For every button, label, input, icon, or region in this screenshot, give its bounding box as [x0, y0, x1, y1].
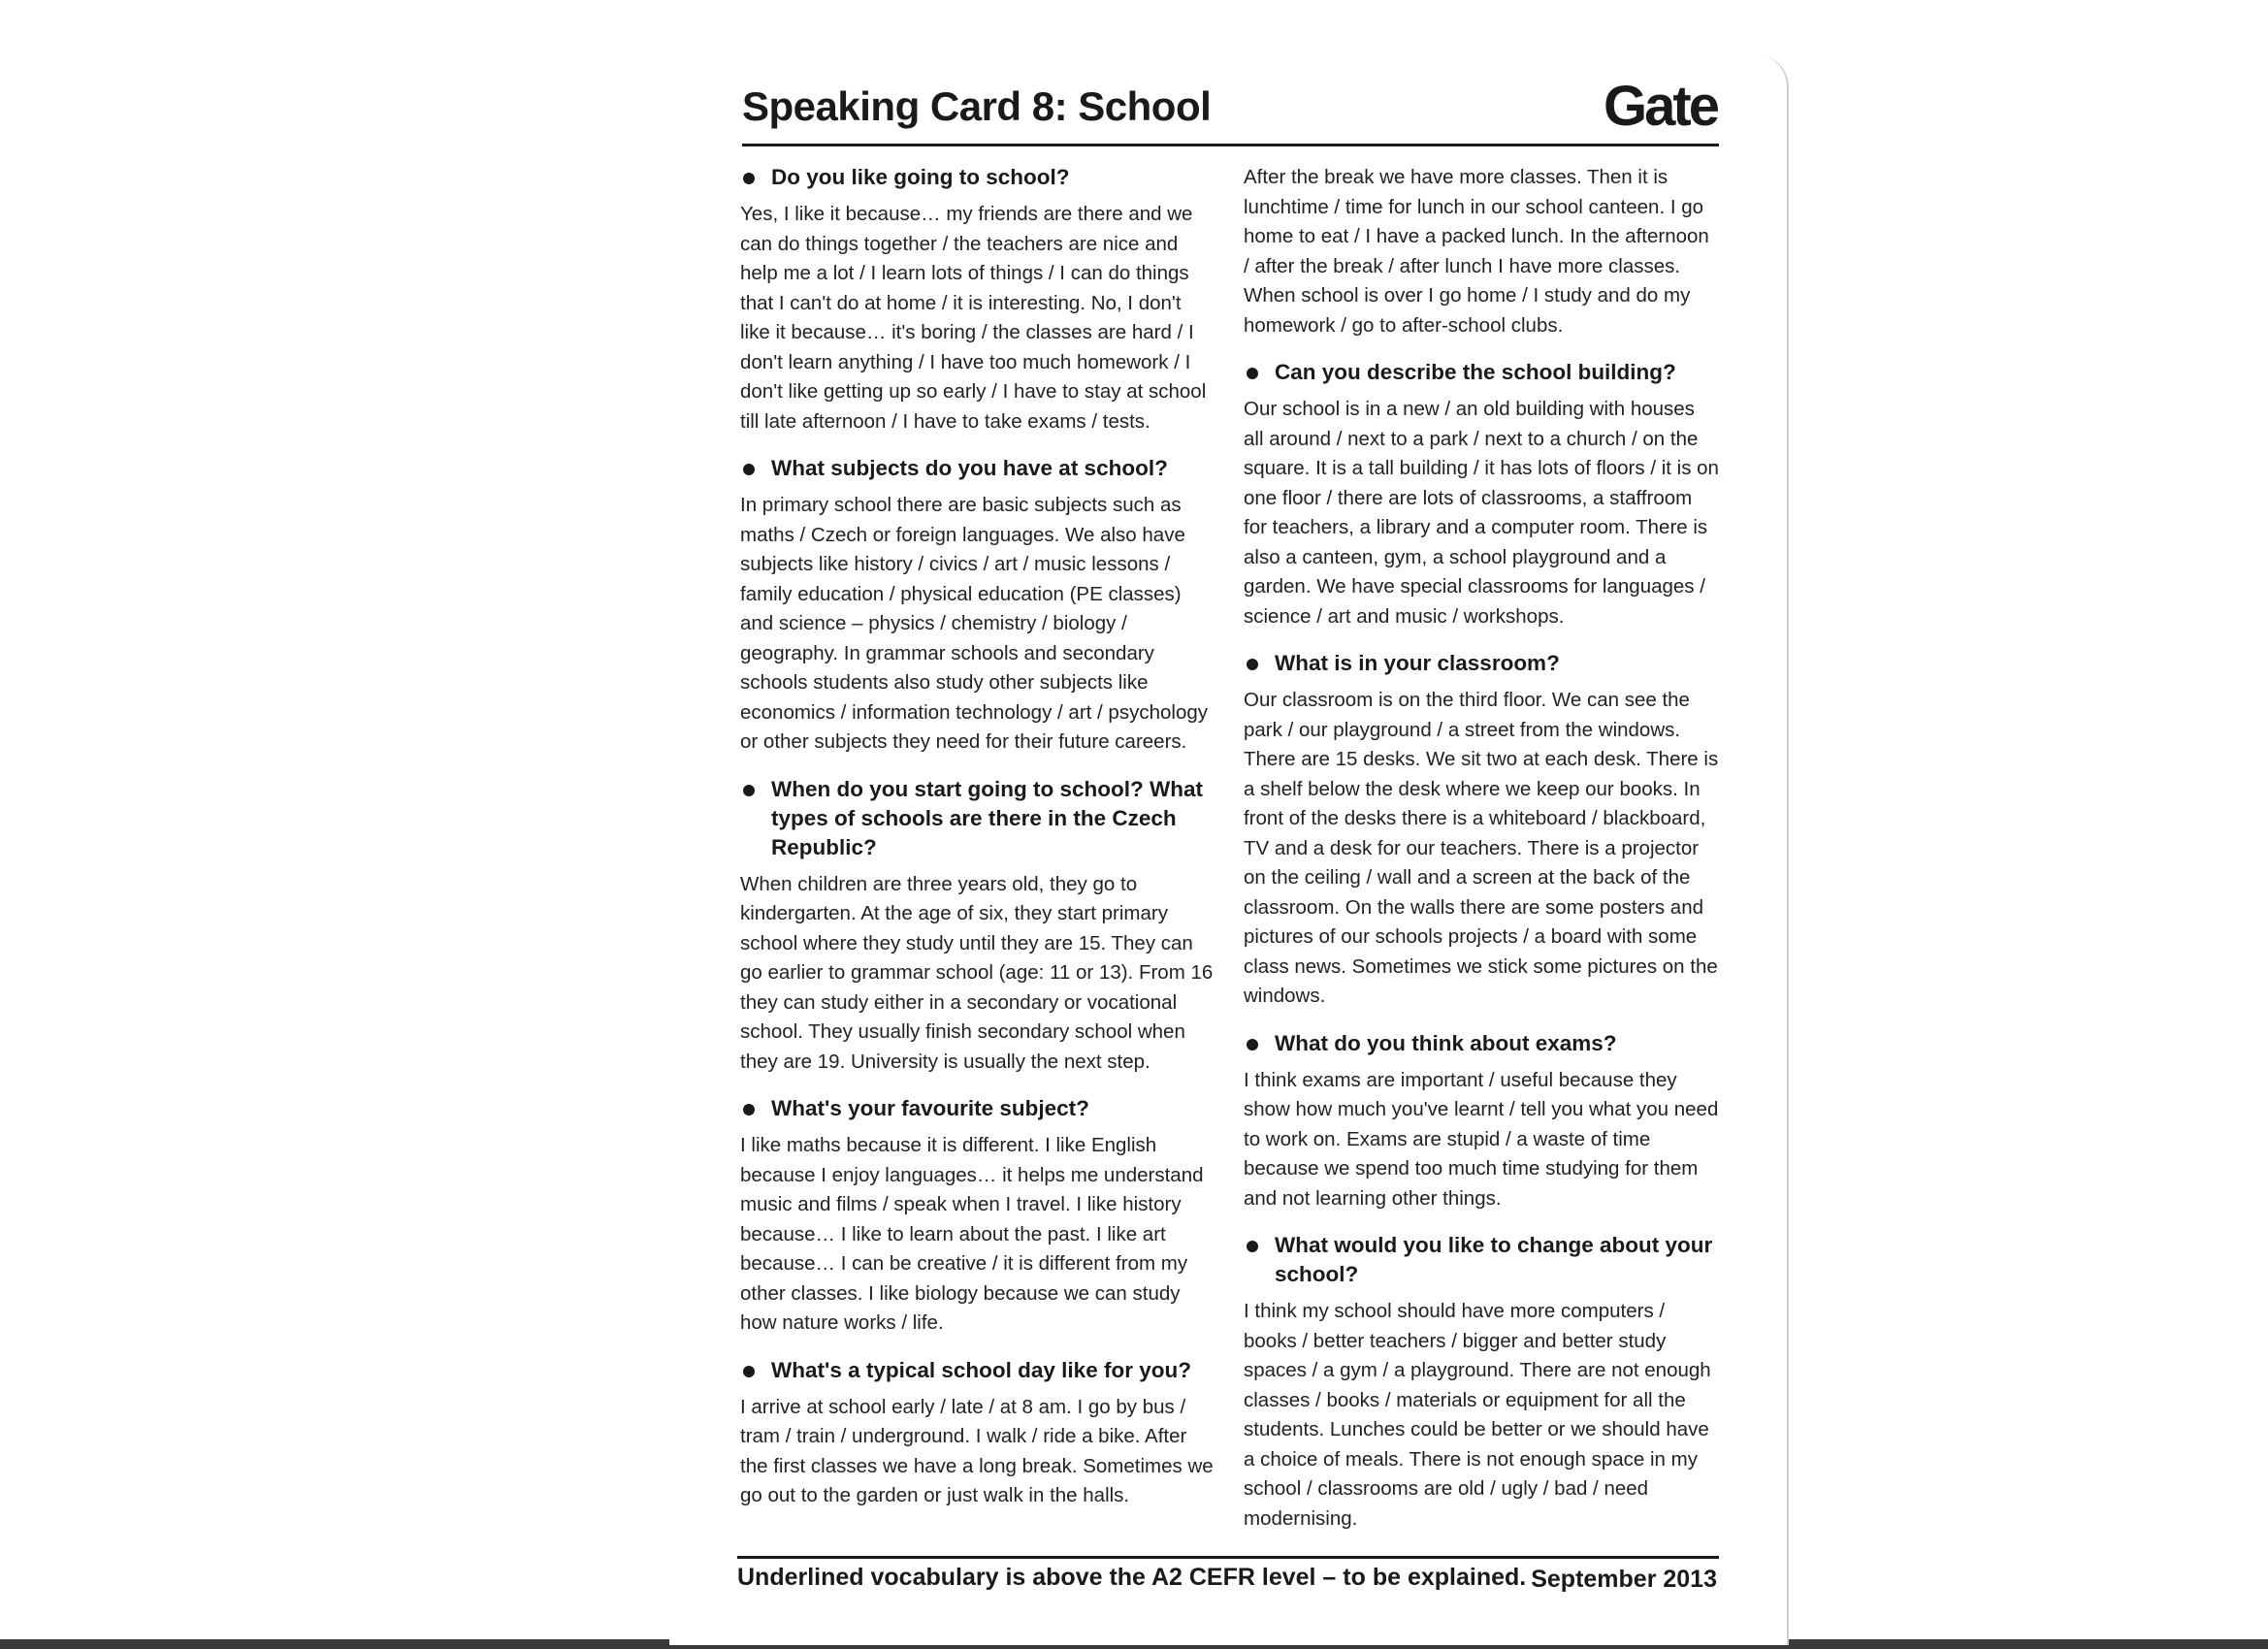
question-change-school: What would you like to change about your school? [1244, 1231, 1719, 1289]
right-column [1244, 163, 1719, 1551]
speaking-card [669, 54, 1789, 1645]
answer-school-building: Our school is in a new / an old building with houses all around / next to a park / next to a church / on the square. It is a tall building / it has lots of floors / it is on one floor / there are lots of classrooms, a staffroom for teachers, a library and a computer room. There is also a canteen, gym, a school playground and a garden. We have special classrooms for languages / science / art and music / workshops. [1244, 398, 1719, 628]
question-exams: What do you think about exams? [1244, 1029, 1719, 1058]
gate-logo: Gate [1604, 75, 1717, 138]
footer-note: Underlined vocabulary is above the A2 CEFR level – to be explained. [737, 1564, 1527, 1591]
page-title: Speaking Card 8: School [742, 83, 1212, 129]
left-column [740, 163, 1215, 1529]
footer-date: September 2013 [1531, 1566, 1717, 1593]
answer-favourite-subject: I like maths because it is different. I like English because I enjoy languages… it helps me understand music and films / speak when I travel. I like history because… I like to learn about the past. I like art because… I can be creative / it is different from my other classes. I like biology because we can study how nature works / life. [740, 1134, 1204, 1334]
answer-typical-day: I arrive at school early / late / at 8 am. I go by bus / tram / train / underground. I walk / ride a bike. After the first classes we have a long break. Sometimes we go out to the garden or just walk in the halls. [740, 1395, 1214, 1506]
answer-subjects: In primary school there are basic subjects such as maths / Czech or foreign languages. We also have subjects like history / civics / art / music lessons / family education / physical education (PE classes) and science – physics / chemistry / biology / geography. In grammar schools and secondary schools students also study other subjects like economics / information technology / art / psychology or other subjects they need for their future careers. [740, 494, 1208, 753]
question-typical-day: What's a typical school day like for you? [740, 1356, 1215, 1385]
question-favourite-subject: What's your favourite subject? [740, 1094, 1215, 1123]
answer-typical-day-continued: After the break we have more classes. Then it is lunchtime / time for lunch in our school canteen. I go home to eat / I have a packed lunch. In the afternoon / after the break / after lunch I have more classes. When school is over I go home / I study and do my homework / go to after-school clubs. [1244, 166, 1709, 337]
answer-like-school: Yes, I like it because… my friends are there and we can do things together / the teachers are nice and help me a lot / I learn lots of things / I can do things that I can't do at home / it is interesting. No, I don't like it because… it's boring / the classes are hard / I don't learn anything / I have too much homework / I don't like getting up so early / I have to stay at school till late afternoon / I have to take exams / tests. [740, 203, 1207, 433]
question-school-building: Can you describe the school building? [1244, 358, 1719, 387]
question-start-school: When do you start going to school? What types of schools are there in the Czech Republic? [740, 775, 1215, 862]
answer-change-school: I think my school should have more computers / books / better teachers / bigger and better study spaces / a gym / a playground. There are not enough classes / books / materials or equipment for all the students. Lunches could be better or we should have a choice of meals. There is not enough space in my school / classrooms are old / ugly / bad / need modernising. [1244, 1300, 1711, 1530]
answer-start-school: When children are three years old, they go to kindergarten. At the age of six, they start primary school where they study until they are 15. They can go earlier to grammar school (age: 11 or 13). From 16 they can study either in a secondary or vocational school. They usually finish secondary school when they are 19. University is usually the next step. [740, 872, 1214, 1073]
answer-classroom: Our classroom is on the third floor. We can see the park / our playground / a street from the windows. There are 15 desks. We sit two at each desk. There is a shelf below the desk where we keep our books. In front of the desks there is a whiteboard / blackboard, TV and a desk for our teachers. There is a projector on the ceiling / wall and a screen at the back of the classroom. On the walls there are some posters and pictures of our schools projects / a board with some class news. Sometimes we stick some pictures on the windows. [1244, 689, 1719, 1007]
answer-exams: I think exams are important / useful because they show how much you've learnt / tell you what you need to work on. Exams are stupid / a waste of time because we spend too much time studying for them and not learning other things. [1244, 1068, 1719, 1210]
header-divider [742, 144, 1719, 146]
footer-divider [737, 1556, 1719, 1559]
question-subjects: What subjects do you have at school? [740, 454, 1215, 483]
question-like-school: Do you like going to school? [740, 163, 1215, 192]
question-classroom: What is in your classroom? [1244, 649, 1719, 678]
